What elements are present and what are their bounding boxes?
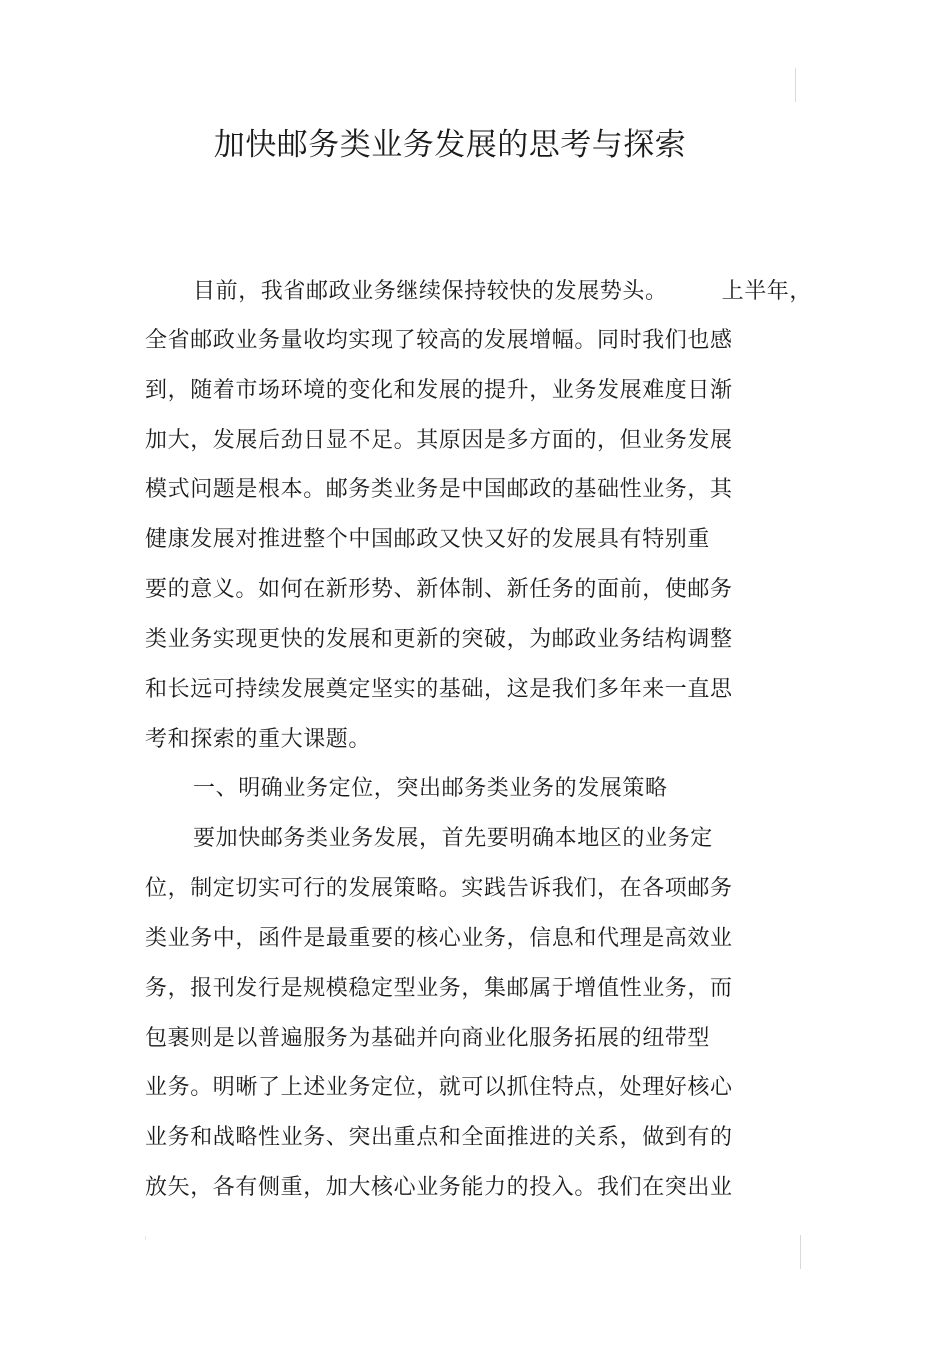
paragraph-line: 务，报刊发行是规模稳定型业务，集邮属于增值性业务，而 xyxy=(145,976,733,1001)
paragraph-line: 位，制定切实可行的发展策略。实践告诉我们，在各项邮务 xyxy=(145,876,733,901)
paragraph-line: 全省邮政业务量收均实现了较高的发展增幅。同时我们也感 xyxy=(145,328,733,353)
paragraph-line: 要加快邮务类业务发展，首先要明确本地区的业务定 xyxy=(193,826,713,851)
paragraph-line: 类业务实现更快的发展和更新的突破，为邮政业务结构调整 xyxy=(145,627,733,652)
paragraph-line: 加大，发展后劲日显不足。其原因是多方面的，但业务发展 xyxy=(145,428,733,453)
page-corner-mark-bottom-right xyxy=(800,1235,801,1269)
paragraph-line: 类业务中，函件是最重要的核心业务，信息和代理是高效业 xyxy=(145,926,733,951)
paragraph-line-text: 目前，我省邮政业务继续保持较快的发展势头。 xyxy=(193,279,668,304)
paragraph-line: 考和探索的重大课题。 xyxy=(145,727,372,752)
page-corner-mark-top-right xyxy=(795,68,796,102)
document-title: 加快邮务类业务发展的思考与探索 xyxy=(213,127,687,163)
paragraph-line: 要的意义。如何在新形势、新体制、新任务的面前，使邮务 xyxy=(145,577,733,602)
paragraph-line: 模式问题是根本。邮务类业务是中国邮政的基础性业务，其 xyxy=(145,477,733,502)
paragraph-line: 到，随着市场环境的变化和发展的提升，业务发展难度日渐 xyxy=(145,378,733,403)
paragraph-line-text: 上半年， xyxy=(721,279,813,304)
paragraph-line: 健康发展对推进整个中国邮政又快又好的发展具有特别重 xyxy=(145,527,711,552)
page-corner-mark-bottom-left xyxy=(145,1236,146,1240)
paragraph-line: 包裹则是以普遍服务为基础并向商业化服务拓展的纽带型 xyxy=(145,1026,711,1051)
paragraph-line: 和长远可持续发展奠定坚实的基础，这是我们多年来一直思 xyxy=(145,677,733,702)
section-heading: 一、明确业务定位，突出邮务类业务的发展策略 xyxy=(193,776,668,801)
paragraph-line: 业务。明晰了上述业务定位，就可以抓住特点，处理好核心 xyxy=(145,1075,733,1100)
paragraph-line xyxy=(193,277,812,307)
paragraph-line: 业务和战略性业务、突出重点和全面推进的关系，做到有的 xyxy=(145,1125,733,1150)
paragraph-line: 放矢，各有侧重，加大核心业务能力的投入。我们在突出业 xyxy=(145,1175,733,1200)
